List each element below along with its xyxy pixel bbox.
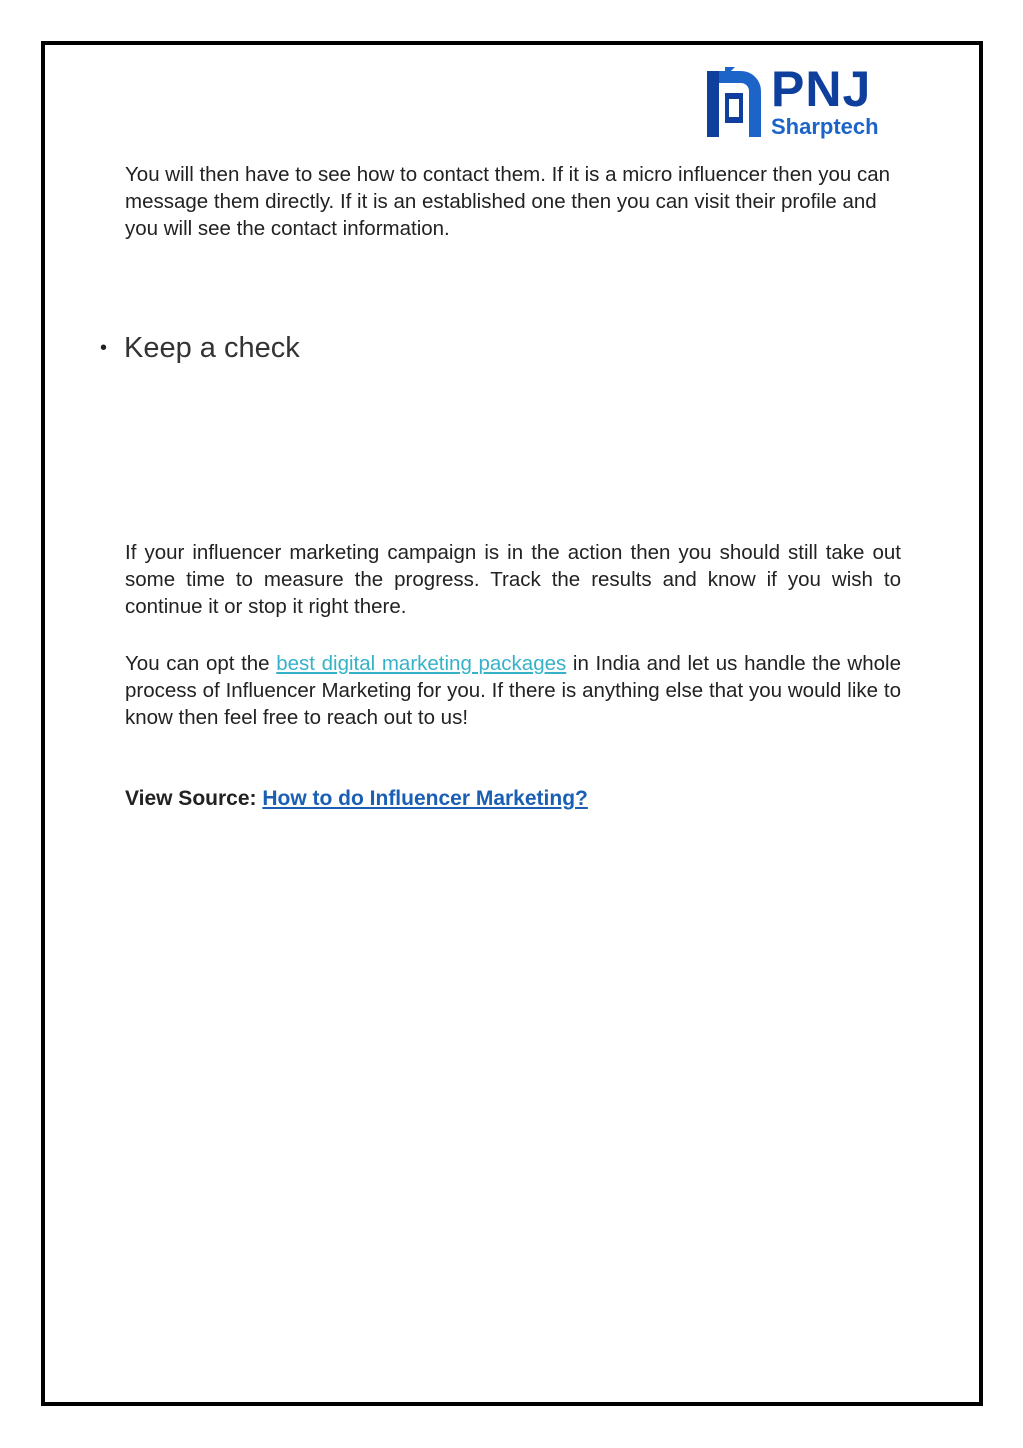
page-frame: [41, 41, 983, 1406]
bullet-icon: •: [100, 337, 108, 360]
pnj-sharptech-logo: [705, 63, 895, 141]
logo-brand: PNJ: [771, 61, 872, 117]
paragraph-progress: If your influencer marketing campaign is in the action then you should still take out some time to measure the progress. Track the results and know if you wish to continue it or stop it right there.: [125, 541, 901, 618]
logo-mark-icon: [705, 65, 763, 139]
packages-text-before: You can opt the: [125, 652, 277, 675]
logo-text: [771, 61, 879, 139]
view-source-link[interactable]: How to do Influencer Marketing?: [262, 787, 588, 810]
view-source: [125, 787, 588, 811]
packages-text-after: in India and let us handle the whole process of Influencer Marketing for you. If there is anything else that you would like to know then feel free to reach out to us!: [125, 652, 901, 729]
paragraph-packages: [125, 650, 901, 731]
view-source-label: View Source:: [125, 787, 263, 810]
logo-tagline: Sharptech: [771, 114, 879, 139]
heading-keep-a-check: [90, 331, 300, 366]
section-heading: Keep a check: [124, 332, 300, 364]
digital-marketing-packages-link[interactable]: best digital marketing packages: [276, 652, 567, 675]
paragraph-contact: You will then have to see how to contact them. If it is a micro influencer then you can message them directly. If it is an established one then you can visit their profile and you will see the contact information.: [125, 163, 890, 240]
